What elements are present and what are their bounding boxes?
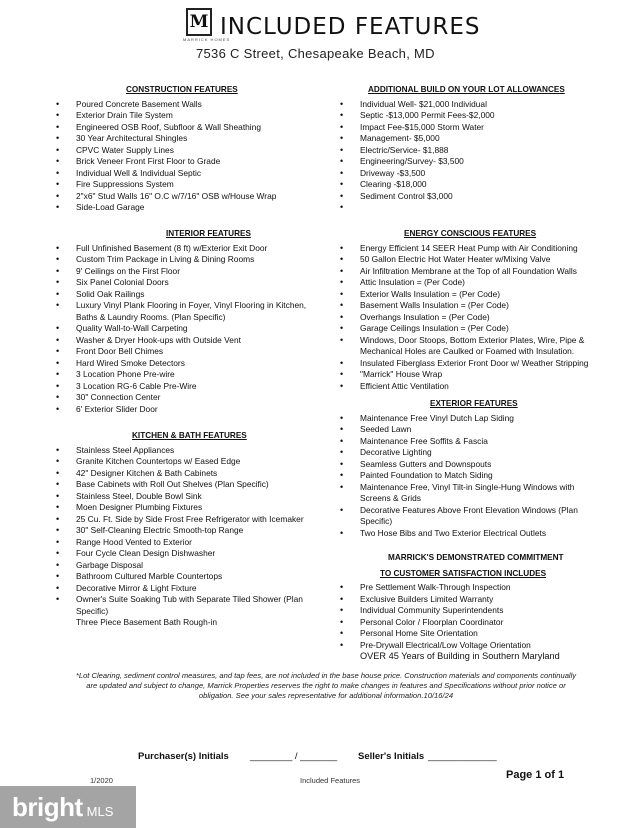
list-item: • 30 Year Architectural Shingles: [56, 133, 318, 145]
marrick-logo: [186, 8, 212, 36]
list-item: • 3 Location RG-6 Cable Pre-Wire: [56, 381, 318, 393]
list-item: • Side-Load Garage: [56, 202, 318, 214]
page-title: INCLUDED FEATURES: [220, 14, 481, 40]
list-item: • 3 Location Phone Pre-wire: [56, 369, 318, 381]
bright-mls-watermark: [0, 786, 136, 828]
list-item: • Individual Well- $21,000 Individual: [340, 99, 600, 111]
list-item: • Decorative Features Above Front Elevation Windows (Plan Specific): [340, 505, 600, 528]
energy-section: [340, 228, 600, 392]
list-item: • Exclusive Builders Limited Warranty: [340, 594, 600, 606]
list-item: • Range Hood Vented to Exterior: [56, 537, 318, 549]
allowances-title: ADDITIONAL BUILD ON YOUR LOT ALLOWANCES: [368, 85, 565, 94]
exterior-list: [340, 413, 600, 540]
exterior-section: [340, 398, 600, 539]
list-item: • Luxury Vinyl Plank Flooring in Foyer, Vinyl Flooring in Kitchen, Baths & Laundry Rooms. (Plan Specific): [56, 300, 318, 323]
list-item: • Impact Fee-$15,000 Storm Water: [340, 122, 600, 134]
list-item: • Hard Wired Smoke Detectors: [56, 358, 318, 370]
list-item: • CPVC Water Supply Lines: [56, 145, 318, 157]
kitchen-extra-item: Three Piece Basement Bath Rough-in: [76, 617, 218, 627]
list-item: • Overhangs Insulation = (Per Code): [340, 312, 600, 324]
interior-title: INTERIOR FEATURES: [166, 229, 251, 238]
seller-initials-blank: _____________: [428, 751, 497, 762]
list-item: • Full Unfinished Basement (8 ft) w/Exterior Exit Door: [56, 243, 318, 255]
seller-initials-label: Seller's Initials: [358, 751, 425, 762]
list-item: • Bathroom Cultured Marble Countertops: [56, 571, 318, 583]
list-item: • Maintenance Free Soffits & Fascia: [340, 436, 600, 448]
list-item: • Garage Ceilings Insulation = (Per Code): [340, 323, 600, 335]
list-item: • Insulated Fiberglass Exterior Front Door w/ Weather Stripping: [340, 358, 600, 370]
list-item: • Basement Walls Insulation = (Per Code): [340, 300, 600, 312]
list-item: • Electric/Service- $1,888: [340, 145, 600, 157]
commitment-title: MARRICK'S DEMONSTRATED COMMITMENT: [388, 553, 564, 562]
list-item: • 6' Exterior Slider Door: [56, 404, 318, 416]
energy-title: ENERGY CONSCIOUS FEATURES: [404, 229, 537, 238]
commitment-last-item: OVER 45 Years of Building in Southern Maryland: [360, 651, 560, 661]
list-item: • Seeded Lawn: [340, 424, 600, 436]
commitment-section: [340, 552, 600, 661]
list-item: • "Marrick" House Wrap: [340, 369, 600, 381]
list-item: • Six Panel Colonial Doors: [56, 277, 318, 289]
list-item: • Maintenance Free Vinyl Dutch Lap Siding: [340, 413, 600, 425]
list-item: • Personal Home Site Orientation: [340, 628, 600, 640]
list-item: • Engineered OSB Roof, Subfloor & Wall Sheathing: [56, 122, 318, 134]
logo-subtitle: MARRICK HOMES: [183, 37, 231, 42]
list-item: • Energy Efficient 14 SEER Heat Pump with Air Conditioning: [340, 243, 600, 255]
list-item: • Individual Well & Individual Septic: [56, 168, 318, 180]
list-item: • Engineering/Survey- $3,500: [340, 156, 600, 168]
list-item: • Seamless Gutters and Downspouts: [340, 459, 600, 471]
list-item: • Exterior Walls Insulation = (Per Code): [340, 289, 600, 301]
list-item: • Exterior Drain Tile System: [56, 110, 318, 122]
list-item: • Moen Designer Plumbing Fixtures: [56, 502, 318, 514]
construction-title: CONSTRUCTION FEATURES: [126, 85, 238, 94]
property-address: 7536 C Street, Chesapeake Beach, MD: [196, 46, 435, 61]
list-item: • Granite Kitchen Countertops w/ Eased Edge: [56, 456, 318, 468]
list-item: • Maintenance Free, Vinyl Tilt-in Single-Hung Windows with Screens & Grids: [340, 482, 600, 505]
list-item: • Four Cycle Clean Design Dishwasher: [56, 548, 318, 560]
construction-list: [56, 99, 318, 214]
list-item: • Fire Suppressions System: [56, 179, 318, 191]
list-item: • Owner's Suite Soaking Tub with Separate Tiled Shower (Plan Specific): [56, 594, 318, 617]
list-item: • 30" Connection Center: [56, 392, 318, 404]
page-header: [0, 6, 640, 61]
list-item: • 9' Ceilings on the First Floor: [56, 266, 318, 278]
kitchen-title: KITCHEN & BATH FEATURES: [132, 431, 247, 440]
list-item: • 2"x6" Stud Walls 16" O.C w/7/16" OSB w/House Wrap: [56, 191, 318, 203]
list-item: • Garbage Disposal: [56, 560, 318, 572]
list-item: • 42" Designer Kitchen & Bath Cabinets: [56, 468, 318, 480]
interior-list: [56, 243, 318, 416]
list-item: • 25 Cu. Ft. Side by Side Frost Free Refrigerator with Icemaker: [56, 514, 318, 526]
watermark-brand: bright: [12, 791, 83, 822]
page-number: Page 1 of 1: [506, 769, 565, 781]
list-item: • Base Cabinets with Roll Out Shelves (Plan Specific): [56, 479, 318, 491]
list-item: • Brick Veneer Front First Floor to Grade: [56, 156, 318, 168]
list-item: • Stainless Steel, Double Bowl Sink: [56, 491, 318, 503]
list-item: • Windows, Door Stoops, Bottom Exterior Plates, Wire, Pipe & Mechanical Holes are Caulked or Foamed with Insulation.: [340, 335, 600, 358]
kitchen-list: [56, 445, 318, 618]
allowances-list: [340, 99, 600, 203]
footer-date: 1/2020: [90, 776, 113, 785]
list-item: • Personal Color / Floorplan Coordinator: [340, 617, 600, 629]
exterior-title: EXTERIOR FEATURES: [430, 399, 518, 408]
purchaser-initials-label: Purchaser(s) Initials: [138, 751, 229, 762]
list-item: • Washer & Dryer Hook-ups with Outside Vent: [56, 335, 318, 347]
list-item: • 30" Self-Cleaning Electric Smooth-top Range: [56, 525, 318, 537]
list-item: • Decorative Lighting: [340, 447, 600, 459]
interior-section: [56, 228, 318, 415]
purchaser-initials-blank: ________ / _______: [250, 751, 338, 762]
kitchen-section: [56, 430, 318, 629]
list-item: • 50 Gallon Electric Hot Water Heater w/Mixing Valve: [340, 254, 600, 266]
list-item: • Clearing -$18,000: [340, 179, 600, 191]
list-item: • Efficient Attic Ventilation: [340, 381, 600, 393]
footer-center: Included Features: [300, 776, 361, 785]
allowances-section: [340, 84, 600, 202]
list-item: • Stainless Steel Appliances: [56, 445, 318, 457]
energy-list: [340, 243, 600, 393]
list-item: • Management- $5,000: [340, 133, 600, 145]
commitment-list: [340, 582, 600, 651]
list-item: • Decorative Mirror & Light Fixture: [56, 583, 318, 595]
list-item: • Painted Foundation to Match Siding: [340, 470, 600, 482]
footnote: *Lot Clearing, sediment control measures, and tap fees, are not included in the base house price. Construction materials and components continually are updated and subject to change, Marrick Properties reserves the right to make changes in features and Specifications without prior notice or obligation. See your sales representative for additional information.10/16/24: [75, 671, 577, 700]
construction-section: [56, 84, 318, 214]
list-item: • Quality Wall-to-Wall Carpeting: [56, 323, 318, 335]
commitment-subtitle: TO CUSTOMER SATISFACTION INCLUDES: [380, 568, 547, 578]
list-item: • Two Hose Bibs and Two Exterior Electrical Outlets: [340, 528, 600, 540]
list-item: • Driveway -$3,500: [340, 168, 600, 180]
list-item: • Front Door Bell Chimes: [56, 346, 318, 358]
list-item: • Poured Concrete Basement Walls: [56, 99, 318, 111]
list-item: • Septic -$13,000 Permit Fees-$2,000: [340, 110, 600, 122]
list-item: • Individual Community Superintendents: [340, 605, 600, 617]
list-item: • Custom Trim Package in Living & Dining Rooms: [56, 254, 318, 266]
list-item: • Air Infiltration Membrane at the Top of all Foundation Walls: [340, 266, 600, 278]
logo-letter: M: [189, 12, 209, 32]
watermark-suffix: MLS: [86, 803, 114, 819]
list-item: • Sediment Control $3,000: [340, 191, 600, 203]
list-item: • Pre Settlement Walk-Through Inspection: [340, 582, 600, 594]
list-item: • Solid Oak Railings: [56, 289, 318, 301]
list-item: • Pre-Drywall Electrical/Low Voltage Orientation: [340, 640, 600, 652]
list-item: • Attic Insulation = (Per Code): [340, 277, 600, 289]
